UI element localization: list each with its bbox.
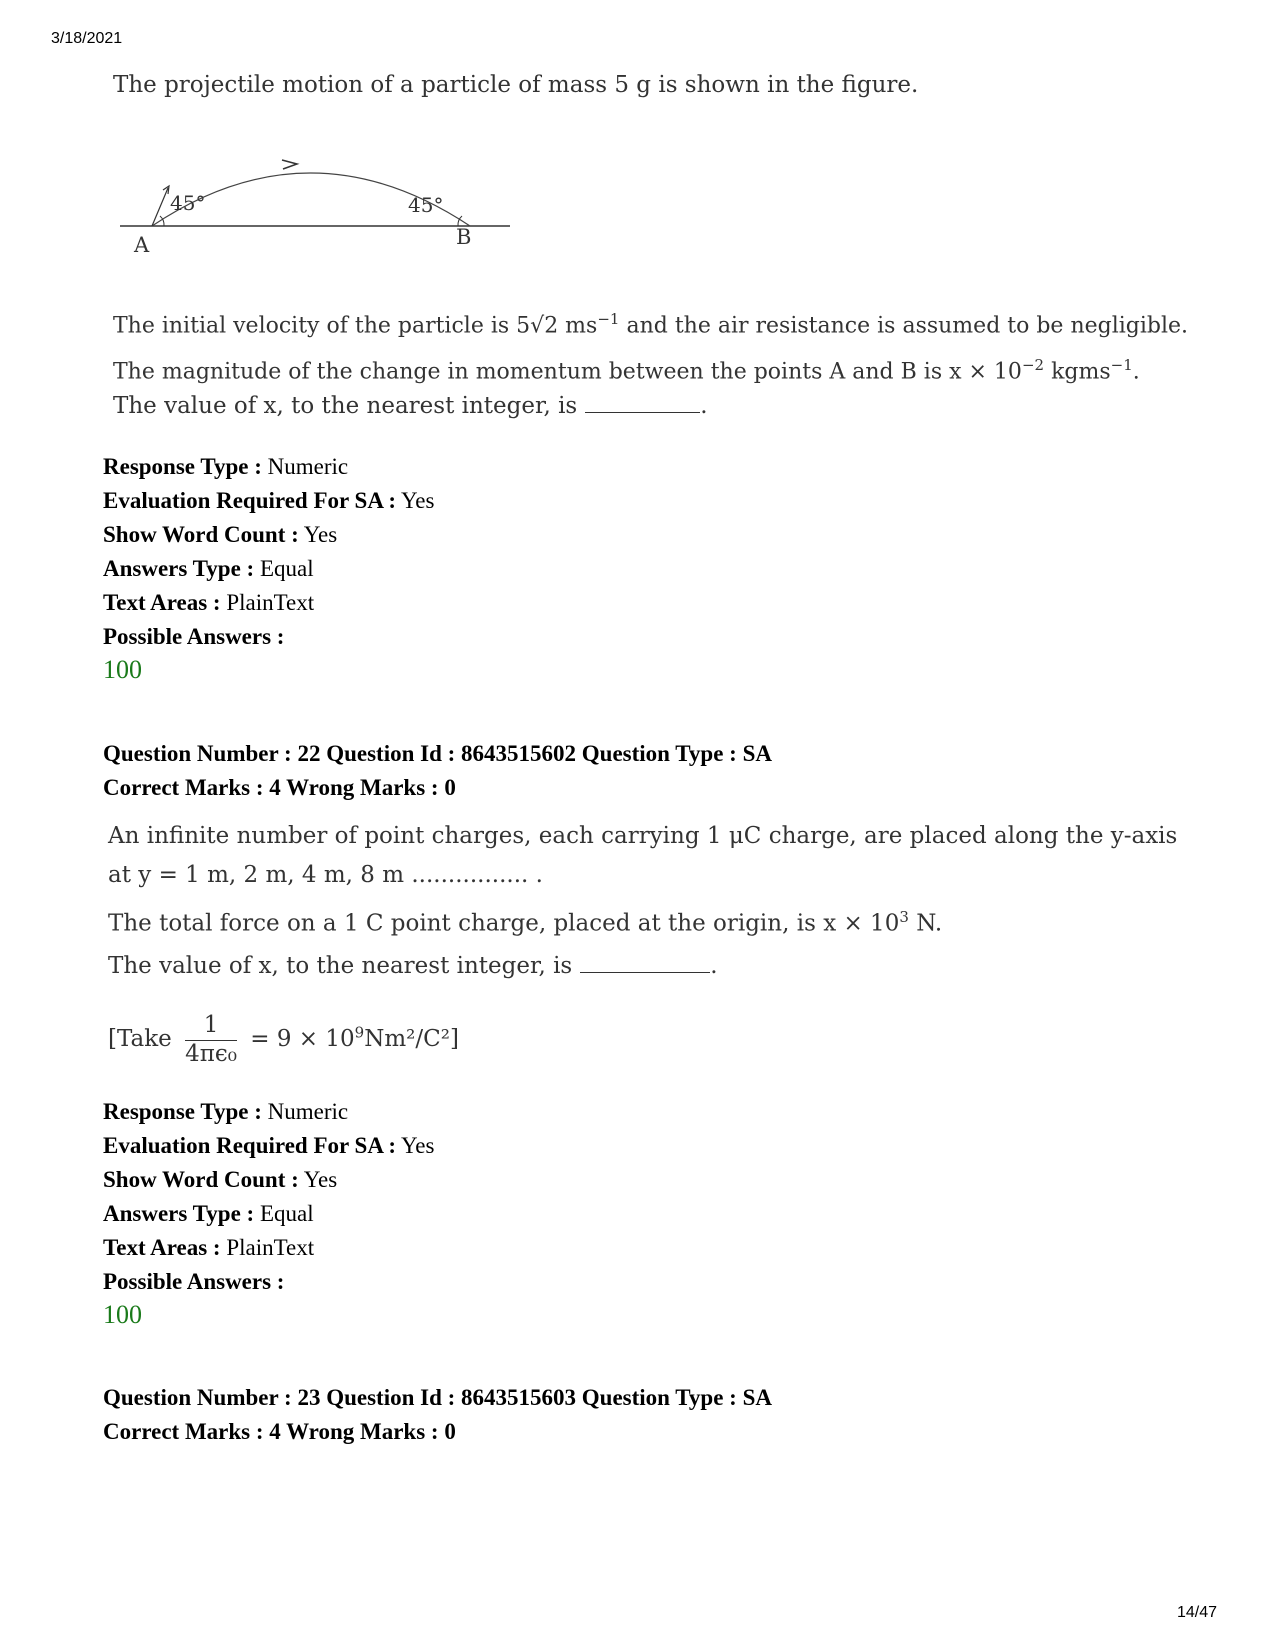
q22-possible-answer: 100	[103, 1300, 142, 1329]
projectile-figure	[110, 140, 520, 260]
coulomb-fraction: $\frac{1}{\text{4πϵ₀}}$	[185, 1012, 237, 1067]
page-number: 14/47	[1177, 1604, 1218, 1621]
answer-blank	[580, 972, 710, 973]
q22-line4: The value of x, to the nearest integer, is .	[108, 953, 718, 979]
q22-header: Question Number : 22 Question Id : 8643515602 Question Type : SA	[103, 741, 772, 766]
q22-constant: [Take $\frac{1}{\text{4πϵ₀}}$ = $9 \times 10^9Nm^2/C^2$]	[108, 1012, 459, 1067]
q21-possible-answer: 100	[103, 655, 142, 684]
q23-marks: Correct Marks : 4 Wrong Marks : 0	[103, 1419, 456, 1444]
point-label-a: A	[134, 233, 150, 257]
q21-line2: The magnitude of the change in momentum between the points A and B is $x \times 10^{-2}$ kgms$^{-1}$.	[113, 356, 1140, 385]
q22-line2: at y = 1 m, 2 m, 4 m, 8 m ................ .	[108, 862, 543, 888]
angle-label-b: 45°	[408, 193, 444, 217]
q21-line1: The initial velocity of the particle is 5√2 $ms^{-1}$ and the air resistance is assumed to be negligible.	[113, 310, 1189, 339]
print-date: 3/18/2021	[51, 30, 123, 47]
q21-intro: The projectile motion of a particle of mass 5 g is shown in the figure.	[113, 72, 919, 98]
q22-line3: The total force on a 1 C point charge, placed at the origin, is $x \times 10^3$ N.	[108, 908, 943, 937]
angle-label-a: 45°	[170, 191, 206, 215]
q22-meta: Response Type : Numeric Evaluation Required For SA : Yes Show Word Count : Yes Answers Type : Equal Text Areas : PlainText Possible Answers :	[103, 1099, 435, 1294]
q22-line1: An infinite number of point charges, each carrying 1 μC charge, are placed along the y-axis	[108, 823, 1178, 849]
q22-marks: Correct Marks : 4 Wrong Marks : 0	[103, 775, 456, 800]
answer-blank	[585, 412, 700, 413]
q21-meta: Response Type : Numeric Evaluation Required For SA : Yes Show Word Count : Yes Answers Type : Equal Text Areas : PlainText Possible Answers :	[103, 454, 435, 649]
point-label-b: B	[456, 225, 472, 249]
q23-header: Question Number : 23 Question Id : 8643515603 Question Type : SA	[103, 1385, 772, 1410]
q21-line3: The value of x, to the nearest integer, is .	[113, 393, 708, 419]
direction-arrow-icon	[282, 160, 297, 169]
